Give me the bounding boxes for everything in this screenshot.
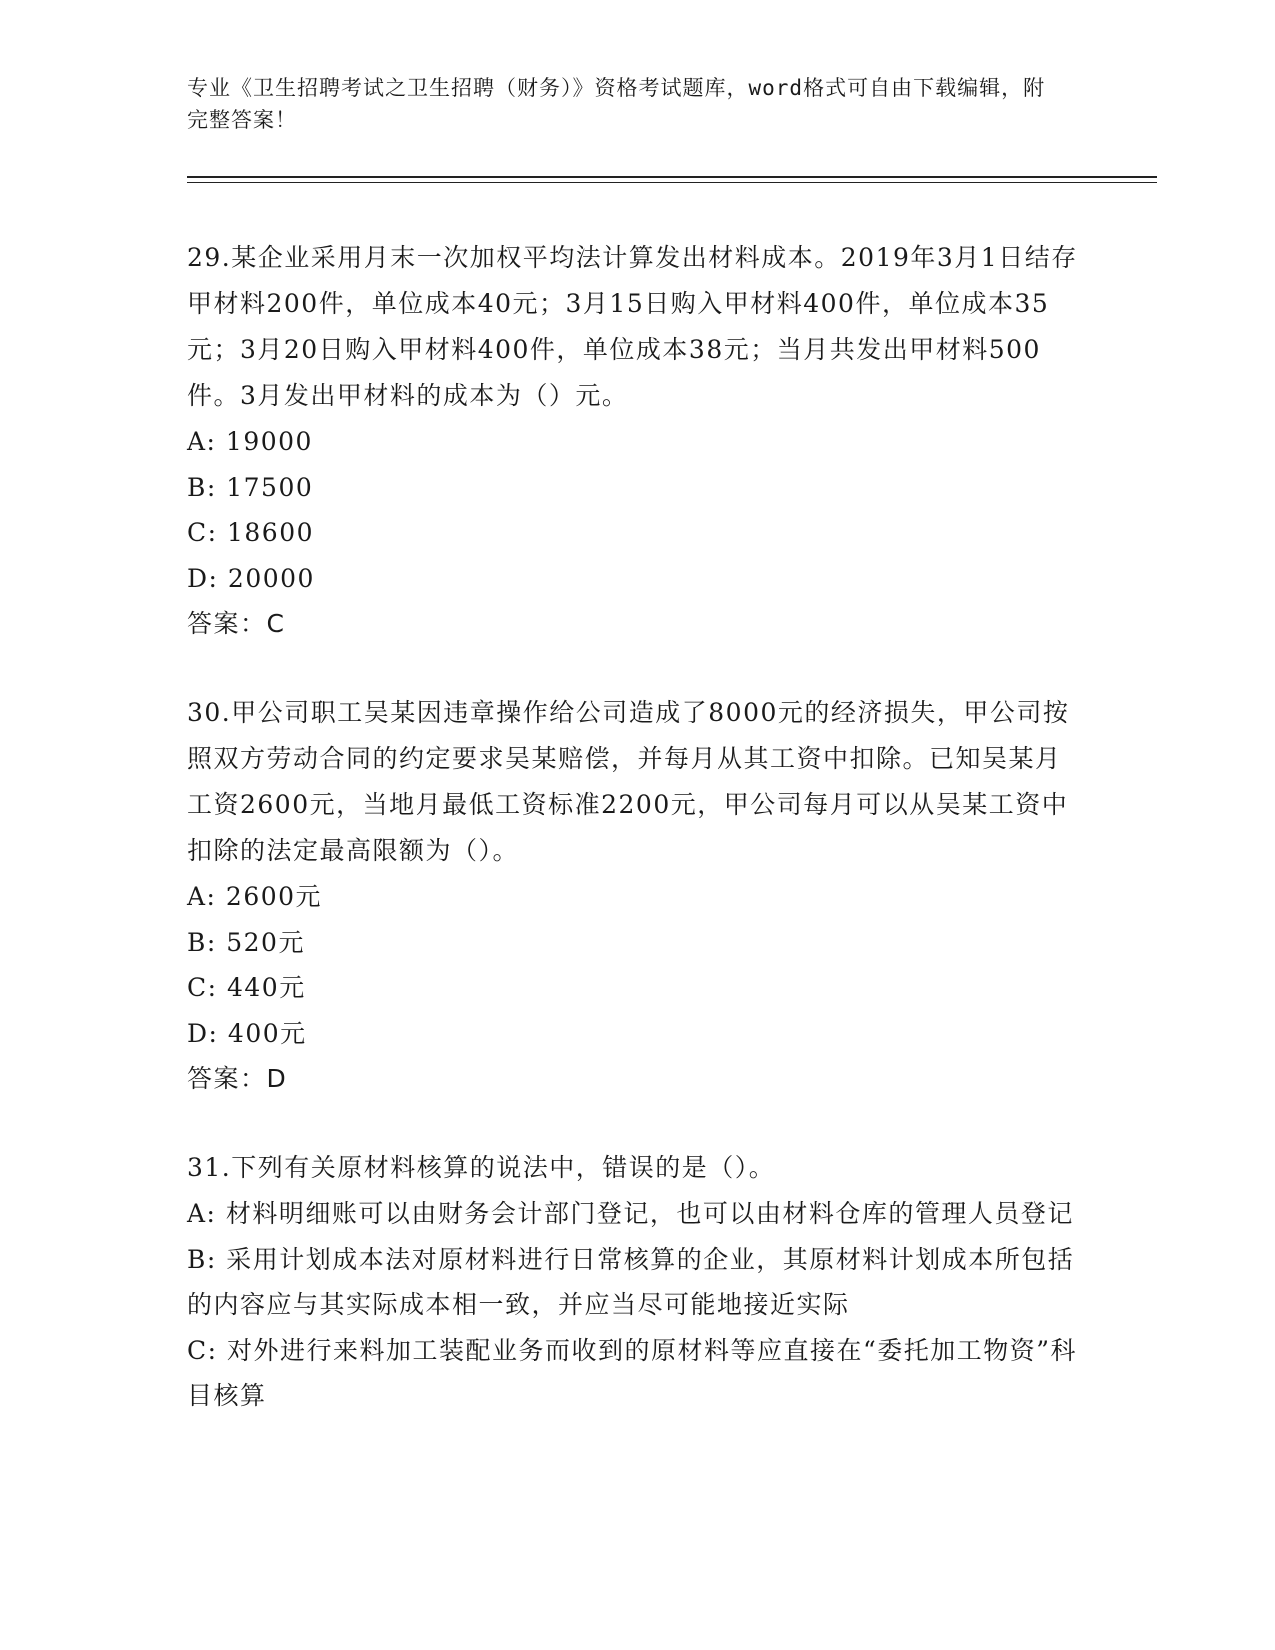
question-29	[187, 235, 1087, 647]
answer: 答案：C	[187, 609, 286, 638]
question-stem: 31.下列有关原材料核算的说法中，错误的是（）。	[187, 1153, 776, 1182]
document-header: 专业《卫生招聘考试之卫生招聘（财务）》资格考试题库，word格式可自由下载编辑，附完整答案！	[187, 76, 1046, 132]
option-b: B: 520元	[187, 927, 305, 957]
option-a: A: 2600元	[187, 882, 323, 911]
question-30	[187, 690, 1087, 1102]
option-d: D: 400元	[187, 1018, 307, 1048]
option-d: D: 20000	[187, 563, 315, 593]
option-b: B: 采用计划成本法对原材料进行日常核算的企业，其原材料计划成本所包括的内容应与其实际成本相一致，并应当尽可能地接近实际	[187, 1244, 1075, 1319]
option-a: A: 材料明细账可以由财务会计部门登记，也可以由材料仓库的管理人员登记	[187, 1199, 1074, 1228]
question-31	[187, 1145, 1087, 1419]
header-rule	[187, 176, 1157, 178]
header-rule-thin	[187, 182, 1157, 183]
option-c: C: 对外进行来料加工装配业务而收到的原材料等应直接在“委托加工物资”科目核算	[187, 1335, 1078, 1410]
option-b: B: 17500	[187, 472, 314, 502]
option-c: C: 440元	[187, 973, 306, 1002]
option-c: C: 18600	[187, 518, 315, 547]
question-stem: 30.甲公司职工吴某因违章操作给公司造成了8000元的经济损失，甲公司按照双方劳动合同的约定要求吴某赔偿，并每月从其工资中扣除。已知吴某月工资2600元，当地月最低工资标准2200元，甲公司每月可以从吴某工资中扣除的法定最高限额为（）。	[187, 698, 1070, 865]
option-a: A: 19000	[187, 427, 313, 456]
answer: 答案：D	[187, 1064, 288, 1093]
question-stem: 29.某企业采用月末一次加权平均法计算发出材料成本。2019年3月1日结存甲材料200件，单位成本40元；3月15日购入甲材料400件，单位成本35元；3月20日购入甲材料400件，单位成本38元；当月共发出甲材料500件。3月发出甲材料的成本为（）元。	[187, 243, 1078, 410]
